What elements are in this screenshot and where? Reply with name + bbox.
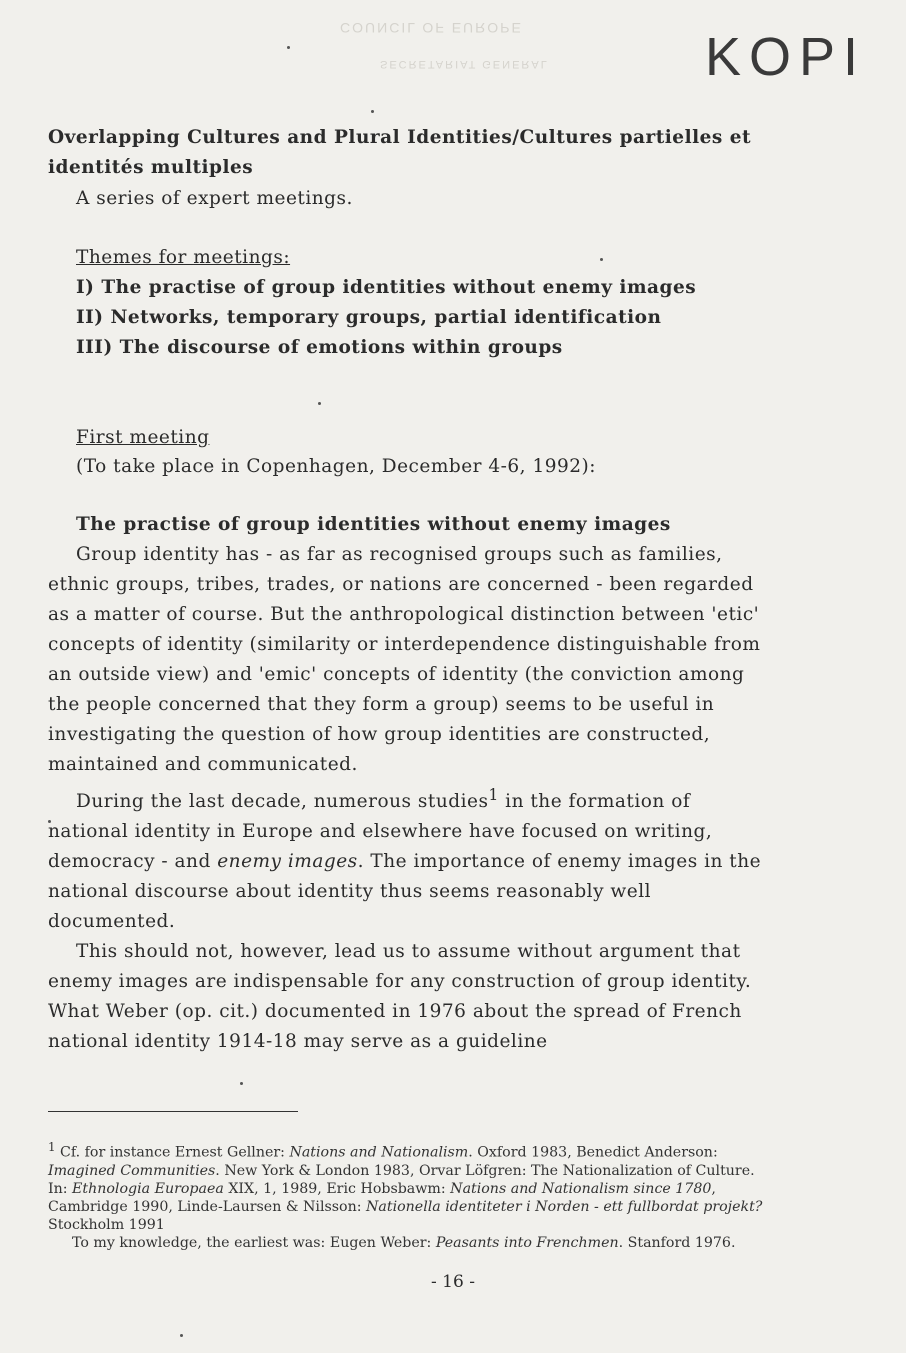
document-title: Overlapping Cultures and Plural Identities/Cultures partielles et identités multiples bbox=[48, 127, 752, 178]
footnotes bbox=[48, 1138, 778, 1252]
kopi-stamp: KOPI bbox=[704, 27, 866, 87]
theme-item: II) Networks, temporary groups, partial identification bbox=[76, 307, 662, 328]
footnote-reference: 1 bbox=[488, 786, 499, 804]
footnote-title: Nations and Nationalism since 1780 bbox=[450, 1180, 712, 1197]
page-number: - 16 - bbox=[431, 1272, 475, 1292]
paragraph-2 bbox=[48, 780, 768, 937]
paragraph-2-emphasis: enemy images bbox=[217, 851, 358, 873]
footnote-text: XIX, 1, 1989, Eric Hobsbawm: bbox=[223, 1180, 451, 1197]
themes-list bbox=[76, 273, 796, 363]
footnote-text: , Cambridge 1990, Linde-Laursen & Nilsson: bbox=[48, 1180, 716, 1215]
footnote-mark: 1 bbox=[48, 1140, 56, 1154]
footnote-text: Stockholm 1991 bbox=[48, 1216, 165, 1233]
speck bbox=[240, 1082, 243, 1085]
body-text bbox=[48, 540, 768, 1057]
paragraph-1: Group identity has - as far as recognised groups such as families, ethnic groups, tribes, trades, or nations are concerned - been regarded as a matter of course. But the anthropological distinction between 'etic' concepts of identity (similarity or interdependence distinguishable from an outside view) and 'emic' concepts of identity (the conviction among the people concerned that they form a group) seems to be useful in investigating the question of how group identities are constructed, maintained and communicated. bbox=[48, 544, 761, 775]
paragraph-2-part-b: in the formation of national identity in Europe and elsewhere have focused on writing, democracy - and bbox=[48, 791, 713, 873]
speck bbox=[287, 46, 290, 49]
footnote-1 bbox=[48, 1138, 778, 1234]
speck bbox=[371, 110, 374, 113]
footnote-title: Peasants into Frenchmen bbox=[435, 1234, 619, 1251]
footnote-title: Ethnologia Europaea bbox=[72, 1180, 224, 1197]
footnote-2 bbox=[48, 1234, 778, 1252]
show-through-header: COUNCIL OF EUROPE bbox=[340, 20, 523, 36]
paragraph-2-part-c: . The importance of enemy images in the national discourse about identity thus seems reasonably well documented. bbox=[48, 851, 762, 933]
speck bbox=[180, 1334, 183, 1337]
paragraph-2-part-a: During the last decade, numerous studies bbox=[76, 791, 489, 813]
document-subtitle: A series of expert meetings. bbox=[76, 188, 353, 209]
show-through-subheader: SECRETARIAT GENERAL bbox=[380, 58, 549, 70]
footnote-text: Cf. for instance Ernest Gellner: bbox=[55, 1144, 290, 1161]
footnote-title: Imagined Communities bbox=[48, 1162, 216, 1179]
footnote-text: . Oxford 1983, Benedict Anderson: bbox=[468, 1144, 718, 1161]
footnote-text: . New York & London 1983, Orvar Löfgren: The Nationalization of Culture. In: bbox=[48, 1162, 755, 1197]
footnote-title: Nations and Nationalism bbox=[289, 1144, 469, 1161]
themes-heading: Themes for meetings: bbox=[76, 247, 291, 268]
theme-item: III) The discourse of emotions within groups bbox=[76, 337, 563, 358]
theme-item: I) The practise of group identities without enemy images bbox=[76, 277, 697, 298]
footnote-text: . Stanford 1976. bbox=[618, 1234, 736, 1251]
footnote-title: Nationella identiteter i Norden - ett fullbordat projekt? bbox=[366, 1198, 763, 1215]
footnote-divider bbox=[48, 1111, 298, 1112]
paragraph-3: This should not, however, lead us to assume without argument that enemy images are indispensable for any construction of group identity. What Weber (op. cit.) documented in 1976 about the spread of French national identity 1914-18 may serve as a guideline bbox=[48, 941, 752, 1053]
footnote-text: To my knowledge, the earliest was: Eugen Weber: bbox=[72, 1234, 436, 1251]
first-meeting-heading: First meeting bbox=[76, 427, 210, 448]
section-heading: The practise of group identities without enemy images bbox=[76, 514, 671, 535]
speck bbox=[318, 402, 321, 405]
first-meeting-place: (To take place in Copenhagen, December 4-6, 1992): bbox=[76, 456, 596, 477]
